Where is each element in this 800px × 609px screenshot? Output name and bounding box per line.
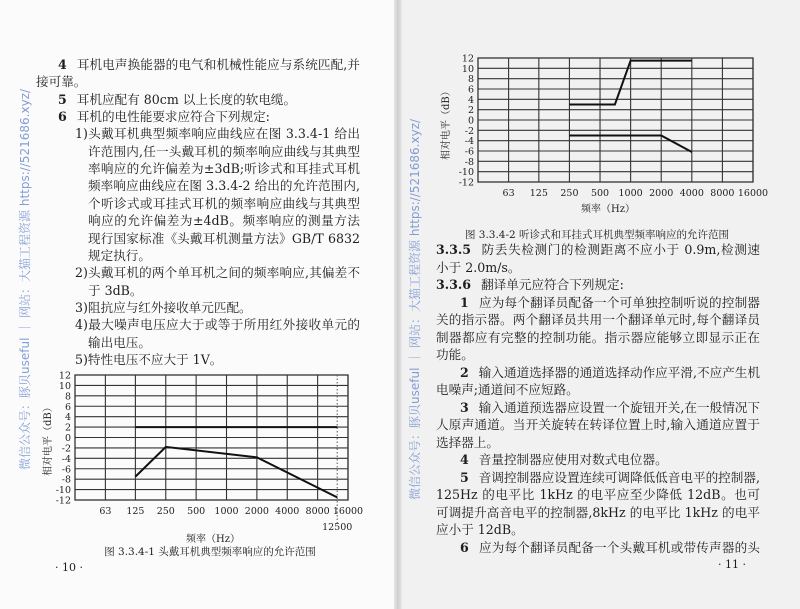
- clause-number: 5: [460, 469, 469, 485]
- clause-text: 输出电压。: [88, 334, 151, 350]
- y-tick-label: 0: [64, 433, 71, 444]
- clause-text: 翻译单元应符合下列规定:: [481, 277, 624, 292]
- clause-text: 电噪声;通道间不应短路。: [436, 382, 579, 397]
- y-tick-label: 12: [58, 370, 71, 382]
- chart1-y-axis-title: 相对电平（dB）: [43, 402, 54, 476]
- clause-number: 6: [460, 539, 469, 555]
- clause-text: 3)阻抗应与红外接收单元匹配。: [75, 299, 252, 315]
- clause-text: 输入通道预选器应设置一个旋钮开关,在一般情况下: [478, 399, 760, 415]
- y-tick-label: -8: [61, 474, 71, 486]
- clause-text: 125Hz 的电平比 1kHz 的电平应至少降低 12dB。也可: [436, 487, 760, 502]
- x-tick-label: 8000: [710, 188, 735, 199]
- x-tick-label: 1000: [618, 188, 643, 199]
- y-tick-label: -8: [464, 156, 474, 168]
- y-tick-label: 6: [467, 84, 474, 96]
- y-tick-label: -4: [464, 136, 474, 148]
- y-tick-label: -10: [55, 485, 71, 497]
- page-number-right: · 11 ·: [718, 558, 746, 571]
- x-tick-label: 1000: [214, 506, 239, 517]
- clause-text: 防丢失检测门的检测距离不应小于 0.9m,检测速: [481, 242, 760, 257]
- clause-text: 功能。: [436, 347, 474, 362]
- clause-text: 个听诊式或耳挂式耳机的频率响应曲线与其典型: [88, 195, 360, 211]
- x-tick-label: 125: [126, 506, 145, 517]
- chart2-caption: 图 3.3.4-2 听诊式和耳挂式耳机典型频率响应的允许范围: [464, 229, 730, 241]
- watermark-left: 微信公众号：豚贝useful ｜ 网站：大猫工程资源 https://521686.xyz/: [18, 88, 32, 470]
- x-tick-label: 63: [502, 188, 515, 199]
- chart2-x-axis-title: 频率（Hz）: [581, 204, 635, 215]
- clause-text: 音调控制器应设置连续可调降低低音电平的控制器,: [478, 469, 760, 485]
- clause-text: 制器都应有完整的控制功能。指示器应能够立即显示正在: [436, 329, 760, 345]
- y-tick-label: 10: [461, 63, 474, 75]
- x-tick-label: 250: [560, 188, 579, 199]
- watermark-right: 微信公众号：豚贝useful ｜ 网站：大猫工程资源 https://521686.xyz/: [408, 118, 422, 500]
- clause-number: 1: [460, 294, 469, 310]
- x-marker-label: 12500: [322, 522, 353, 533]
- y-tick-label: 8: [64, 391, 71, 403]
- chart1-x-axis-title: 频率（Hz）: [186, 534, 240, 545]
- clause-text: 耳机电声换能器的电气和机械性能应与系统匹配,并: [76, 57, 360, 72]
- y-tick-label: -6: [61, 464, 71, 476]
- clause-text: 小于 2.0m/s。: [436, 259, 521, 275]
- x-tick-label: 250: [156, 506, 175, 517]
- clause-number: 3: [460, 399, 469, 415]
- y-tick-label: -10: [458, 167, 474, 179]
- clause-text: 可调提升高音电平的控制器,8kHz 的电平比 1kHz 的电平: [436, 504, 760, 520]
- x-tick-label: 16000: [737, 188, 769, 199]
- y-tick-label: 4: [64, 412, 71, 424]
- clause-text: 输入通道选择器的通道选择动作应平滑,不应产生机: [478, 364, 760, 380]
- clause-text: 耳机应配有 80cm 以上长度的软电缆。: [76, 91, 297, 107]
- clause-text: 频率响应曲线应在图 3.3.4-2 给出的允许范围内,: [88, 178, 360, 194]
- y-tick-label: -2: [464, 125, 474, 137]
- clause-text: 于 3dB。: [88, 282, 143, 298]
- y-tick-label: 8: [467, 74, 474, 86]
- x-tick-label: 4000: [275, 506, 300, 517]
- clause-text: 5)特性电压不应大于 1V。: [75, 351, 223, 367]
- x-tick-label: 63: [99, 506, 112, 517]
- clause-text: 应为每个翻译员配备一个可单独控制听说的控制器: [478, 294, 760, 310]
- clause-number: 4: [460, 452, 469, 467]
- clause-text: 许范围内,任一头戴耳机的频率响应曲线与其典型: [88, 143, 360, 159]
- clause-text: 应为每个翻译员配备一个头戴耳机或带传声器的头: [478, 539, 760, 555]
- x-tick-label: 2000: [244, 506, 269, 517]
- clause-number: 3.3.5: [436, 242, 472, 257]
- clause-text: 响应的允许偏差为±4dB。频率响应的测量方法: [88, 213, 360, 229]
- clause-number: 3.3.6: [436, 277, 472, 292]
- y-tick-label: 12: [461, 53, 474, 65]
- x-tick-label: 2000: [649, 188, 674, 199]
- clause-number: 2: [460, 364, 469, 380]
- x-tick-label: 4000: [679, 188, 704, 199]
- chart1-caption: 图 3.3.4-1 头戴耳机典型频率响应的允许范围: [104, 546, 316, 558]
- clause-text: 接可靠。: [36, 74, 87, 90]
- y-tick-label: -6: [464, 146, 474, 158]
- clause-text: 选择器上。: [436, 434, 499, 450]
- clause-text: 现行国家标准《头戴耳机测量方法》GB/T 6832: [88, 230, 360, 246]
- clause-number: 5: [58, 91, 67, 107]
- y-tick-label: 6: [64, 401, 71, 413]
- clause-text: 规定执行。: [88, 247, 151, 263]
- x-tick-label: 500: [187, 506, 206, 517]
- clause-text: 1)头戴耳机典型频率响应曲线应在图 3.3.4-1 给出: [75, 126, 360, 142]
- y-tick-label: -12: [458, 177, 474, 189]
- x-tick-label: 16000: [332, 506, 364, 517]
- y-tick-label: 0: [467, 115, 474, 127]
- clause-text: 应小于 12dB。: [436, 522, 524, 537]
- x-tick-label: 500: [590, 188, 610, 199]
- clause-text: 人原声通道。当开关旋转在转译位置上时,输入通道应置于: [436, 417, 760, 432]
- x-tick-label: 125: [529, 188, 548, 199]
- y-tick-label: 10: [58, 380, 71, 392]
- clause-text: 4)最大噪声电压应大于或等于所用红外接收单元的: [75, 317, 360, 333]
- clause-text: 关的指示器。两个翻译员共用一个翻译单元时,每个翻译员: [436, 312, 760, 327]
- y-tick-label: -12: [55, 495, 71, 507]
- y-tick-label: -2: [61, 443, 71, 455]
- page-number-left: · 10 ·: [55, 561, 83, 574]
- clause-text: 率响应的允许偏差为±3dB;听诊式和耳挂式耳机: [88, 161, 360, 177]
- clause-text: 耳机的电性能要求应符合下列规定:: [76, 109, 270, 125]
- clause-text: 音量控制器应使用对数式电位器。: [478, 452, 668, 467]
- x-tick-label: 8000: [305, 506, 330, 517]
- chart2-y-axis-title: 相对电平（dB）: [441, 86, 452, 160]
- clause-number: 6: [58, 109, 67, 125]
- y-tick-label: 2: [467, 105, 474, 117]
- clause-text: 2)头戴耳机的两个单耳机之间的频率响应,其偏差不: [75, 265, 360, 281]
- y-tick-label: 2: [64, 422, 71, 434]
- clause-number: 4: [58, 57, 67, 72]
- y-tick-label: 4: [467, 94, 474, 106]
- y-tick-label: -4: [61, 453, 71, 465]
